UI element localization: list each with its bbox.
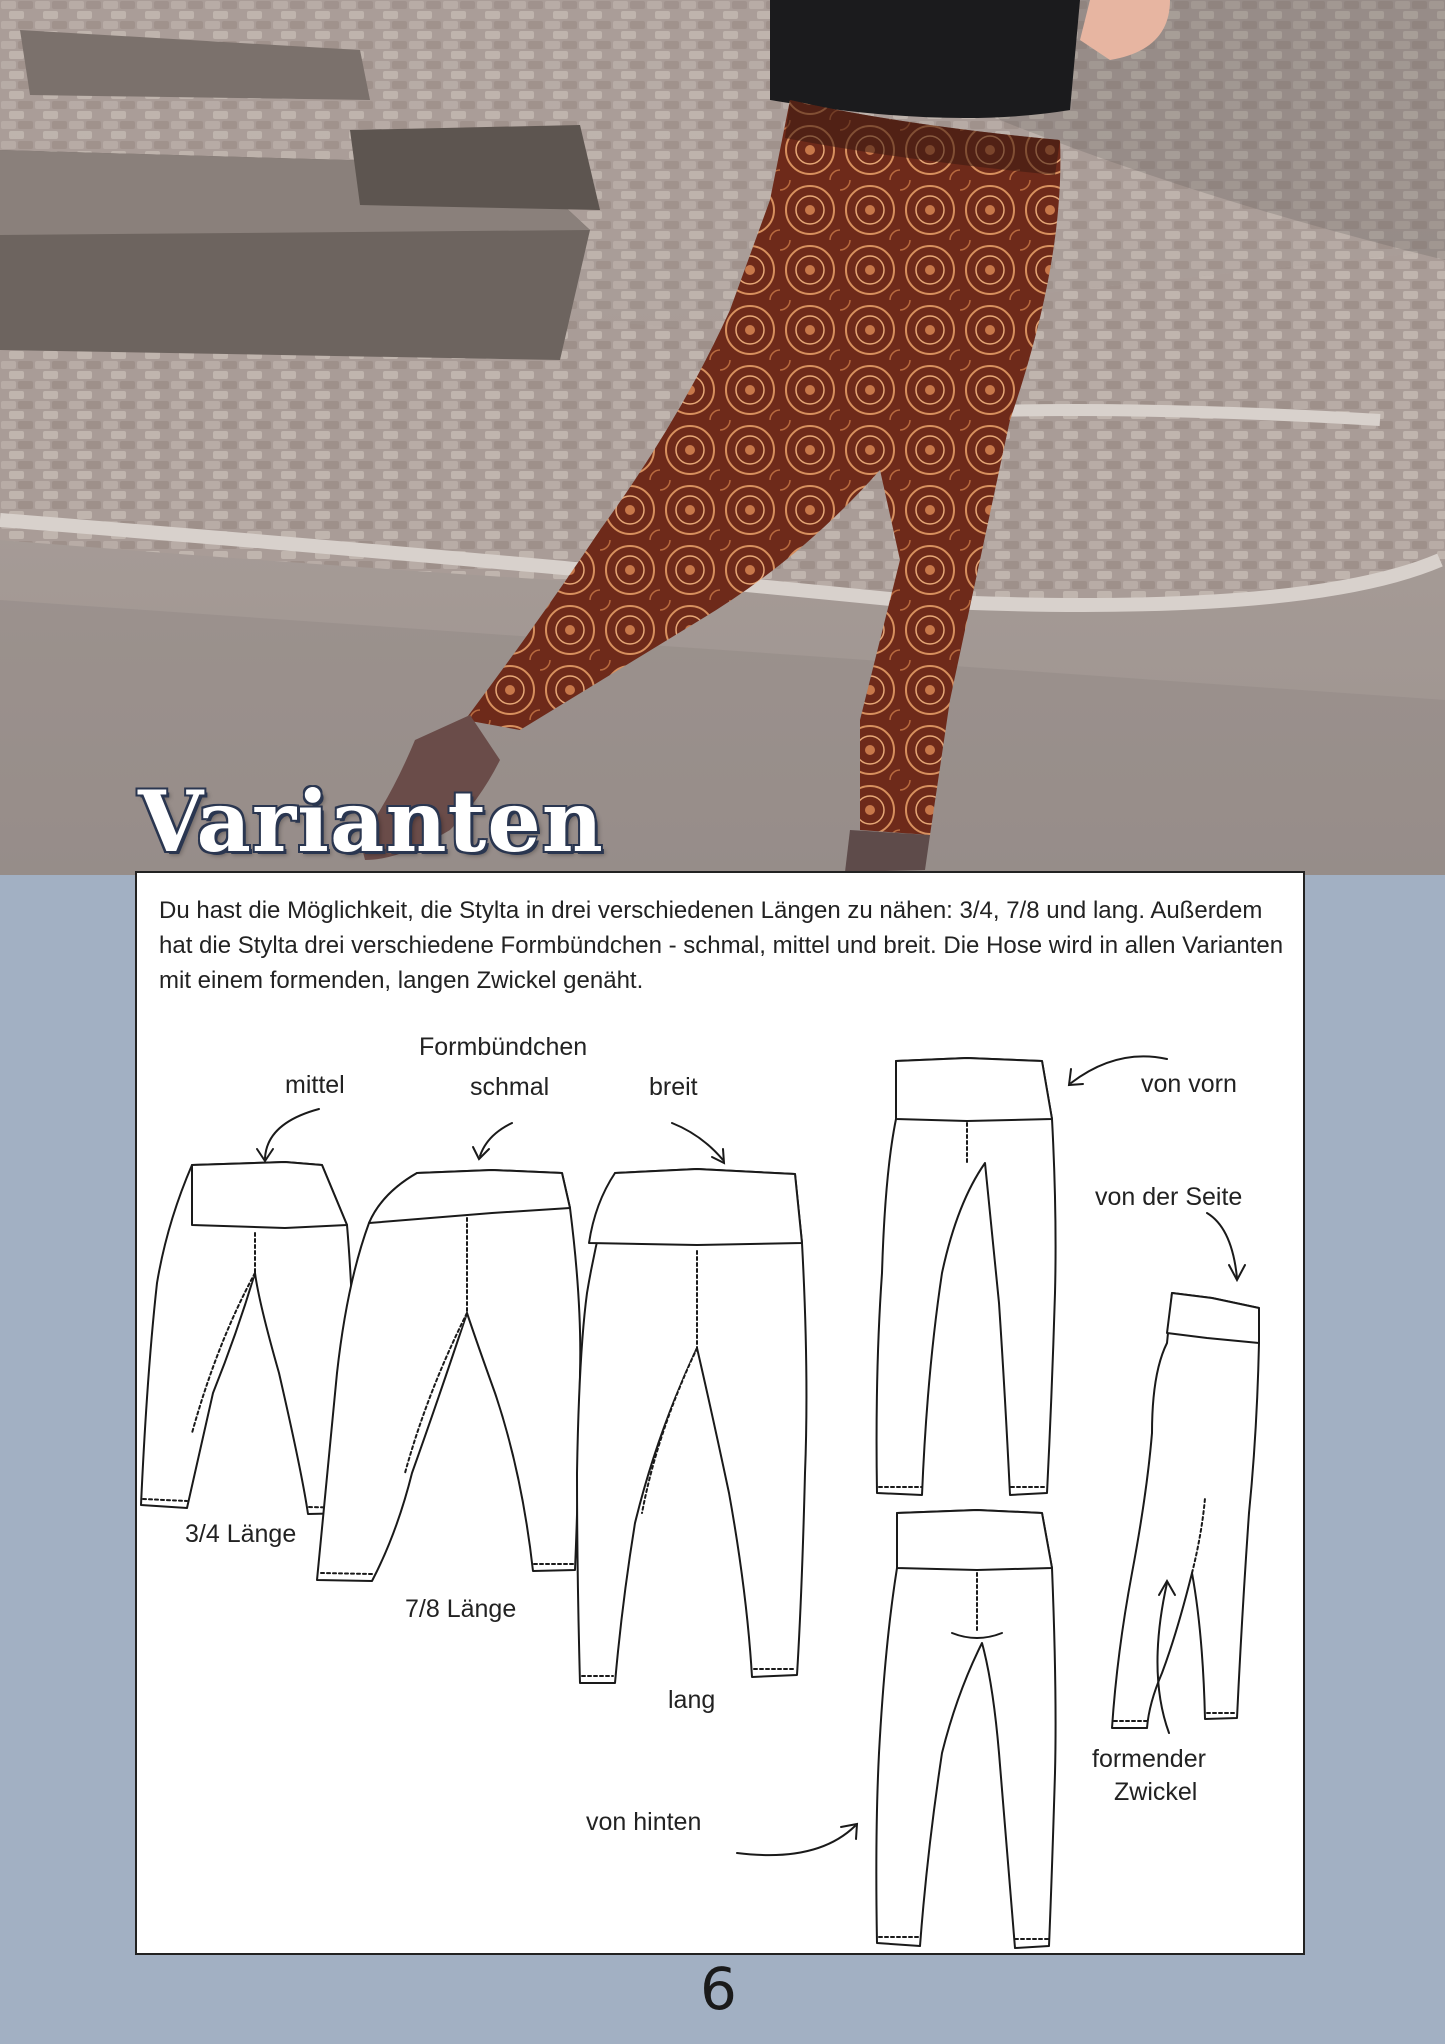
label-zwickel: Zwickel — [1114, 1778, 1198, 1806]
arrow-von-hinten — [737, 1826, 855, 1855]
content-panel — [135, 871, 1305, 1955]
leggings-side-view-drawing — [1112, 1293, 1259, 1728]
leggings-seven-eighths-drawing — [317, 1170, 580, 1581]
page-number: 6 — [700, 1955, 737, 2023]
arrow-schmal — [480, 1123, 512, 1156]
intro-paragraph: Du hast die Möglichkeit, die Stylta in drei verschiedenen Längen zu nähen: 3/4, 7/8 und lang. Außerdem hat die Stylta drei verschiedene Formbündchen - schmal, mittel und breit. Die Hose wird in allen Varianten mit einem formenden, langen Zwickel genäht. — [159, 897, 1284, 994]
leggings-back-view-drawing — [876, 1510, 1055, 1948]
hero-photo — [0, 0, 1445, 875]
arrow-von-der-seite — [1207, 1213, 1237, 1278]
page-heading: Varianten — [138, 772, 604, 871]
label-von-hinten: von hinten — [586, 1808, 702, 1836]
arrow-breit — [672, 1123, 723, 1160]
label-seven-eighths: 7/8 Länge — [405, 1595, 517, 1623]
leggings-long-drawing — [577, 1169, 806, 1683]
label-schmal: schmal — [470, 1073, 550, 1101]
label-three-quarter: 3/4 Länge — [185, 1520, 297, 1548]
label-mittel: mittel — [285, 1071, 345, 1099]
leggings-three-quarter-drawing — [141, 1162, 355, 1514]
leggings-front-view-drawing — [877, 1058, 1056, 1495]
label-von-vorn: von vorn — [1141, 1070, 1237, 1098]
label-formbuendchen: Formbündchen — [419, 1033, 588, 1061]
label-von-der-seite: von der Seite — [1095, 1183, 1243, 1211]
label-breit: breit — [649, 1073, 698, 1101]
label-formender: formender — [1092, 1745, 1206, 1773]
label-lang: lang — [668, 1686, 716, 1714]
